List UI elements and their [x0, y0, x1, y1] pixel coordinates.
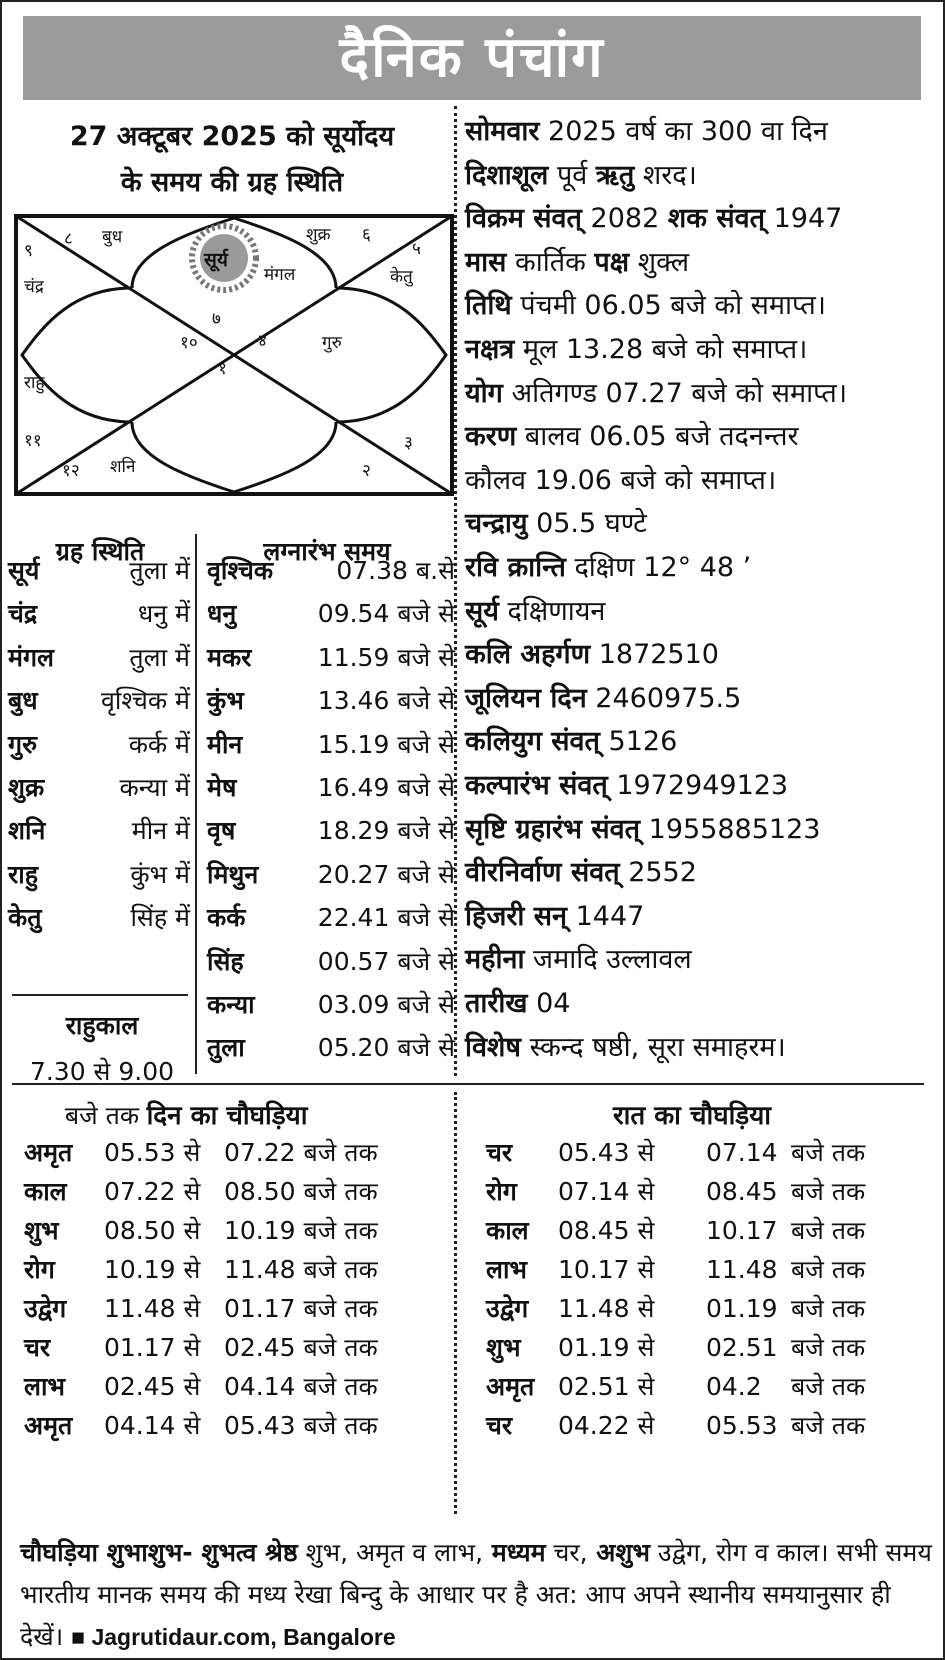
info-label: सूर्य: [465, 595, 499, 627]
choghadiya-start: 05.53 से: [104, 1138, 201, 1167]
choghadiya-end: 11.48: [706, 1255, 778, 1284]
info-value-2: शरद।: [634, 159, 697, 191]
info-row: [465, 589, 605, 635]
info-value: स्कन्द षष्ठी, सूरा समाहरम।: [520, 1031, 786, 1063]
footer-text-3: उद्वेग, रोग व काल। सभी समय भारतीय मानक समय की मध्य रेखा बिन्दु के आधार पर है अत: आप अपने स्थानीय समयानुसार ही देखें।: [20, 1538, 932, 1651]
choghadiya-start: 08.50 से: [104, 1216, 201, 1245]
choghadiya-name: रोग: [486, 1177, 517, 1206]
lagna-time: 13.46 बजे से: [317, 686, 455, 716]
graha-rashi: तुला में: [129, 556, 190, 585]
info-row: [465, 458, 776, 504]
planet-guru: गुरु: [322, 333, 342, 353]
choghadiya-name: काल: [24, 1177, 67, 1206]
house-12: १२: [62, 461, 80, 481]
chart-heading: [12, 114, 452, 206]
info-label-2: पक्ष: [594, 246, 630, 278]
choghadiya-name: चर: [486, 1138, 513, 1167]
planet-rahu: राहु: [24, 373, 45, 393]
choghadiya-name: लाभ: [486, 1255, 528, 1284]
choghadiya-suffix: बजे तक: [791, 1177, 866, 1206]
graha-row: [8, 635, 192, 681]
info-label: दिशाशूल: [465, 159, 549, 191]
graha-rashi: कुंभ में: [130, 859, 190, 889]
choghadiya-suffix: बजे तक: [791, 1216, 866, 1245]
night-choghadiya-row: [486, 1366, 926, 1407]
lagna-row: [207, 722, 455, 768]
lagna-row: [207, 939, 455, 985]
info-label: नक्षत्र: [465, 334, 515, 365]
planet-budh: बुध: [102, 227, 123, 247]
house-7: ७: [212, 309, 221, 329]
choghadiya-end: 08.45: [706, 1177, 778, 1206]
lagna-row: [207, 548, 455, 594]
choghadiya-suffix: बजे तक: [791, 1372, 866, 1401]
lagna-time: 20.27 बजे से: [317, 859, 455, 889]
lagna-sign: धनु: [207, 599, 237, 629]
info-label: योग: [465, 377, 503, 409]
planet-chandra: चंद्र: [24, 277, 44, 297]
lagna-row: [207, 808, 455, 854]
lagna-row: [207, 852, 455, 898]
info-row: [465, 981, 570, 1027]
graha-rashi: कन्या में: [119, 773, 190, 802]
source-credit: ■ Jagrutidaur.com, Bangalore: [71, 1624, 396, 1650]
rahukaal-heading: राहुकाल: [65, 1011, 139, 1040]
house-11: ११: [24, 431, 42, 451]
lagna-sign: कुंभ: [207, 686, 244, 716]
kundli-chart: [14, 214, 454, 496]
lagna-row: [207, 895, 455, 941]
info-label: जूलियन दिन: [465, 682, 587, 714]
choghadiya-name: चर: [486, 1411, 513, 1440]
info-label: करण: [465, 421, 517, 453]
info-label: सोमवार: [465, 116, 540, 147]
graha-rashi: कर्क में: [128, 729, 190, 759]
info-label: महीना: [465, 944, 525, 976]
choghadiya-suffix: बजे तक: [791, 1333, 866, 1362]
info-value-2: शुक्ल: [629, 246, 690, 278]
day-choghadiya-row: [24, 1132, 444, 1173]
choghadiya-start: 02.51 से: [558, 1372, 655, 1401]
footer-bold-4: अशुभ: [587, 1538, 650, 1567]
planet-ketu: केतु: [390, 267, 413, 287]
info-label: मास: [465, 246, 507, 278]
info-row: [465, 371, 847, 417]
choghadiya-end: 04.2: [706, 1372, 762, 1401]
info-value: अतिगण्ड 07.27 बजे को समाप्त।: [502, 377, 848, 409]
rahukaal-line2: बजे तक: [64, 1101, 140, 1130]
lagna-sign: तुला: [207, 1033, 245, 1063]
choghadiya-end: 10.17: [706, 1216, 778, 1245]
footer-bold-2: शुभत्व श्रेष्ठ: [192, 1538, 298, 1567]
info-value: दक्षिण 12° 48 ’: [565, 552, 752, 583]
lagna-time: 18.29 बजे से: [317, 816, 455, 846]
choghadiya-start: 04.22 से: [558, 1411, 655, 1440]
chart-heading-line1: 27 अक्टूबर 2025 को सूर्योदय: [69, 121, 395, 152]
day-choghadiya-row: [24, 1405, 444, 1446]
info-value: कौलव 19.06 बजे को समाप्त।: [465, 464, 777, 496]
info-value: जमादि उल्लावल: [524, 944, 692, 976]
info-label: कल्पारंभ संवत्: [465, 770, 608, 801]
night-choghadiya-row: [486, 1210, 926, 1251]
info-label: विक्रम संवत्: [465, 203, 582, 235]
info-value: 5126: [599, 726, 678, 758]
graha-rashi: तुला में: [129, 642, 190, 672]
info-row: [465, 763, 788, 809]
graha-rashi: मीन में: [131, 816, 190, 846]
graha-row: [8, 765, 192, 811]
kundli-lotus-right: [336, 288, 446, 422]
chart-heading-line2: के समय की ग्रह स्थिति: [120, 167, 344, 198]
choghadiya-end: 07.22 बजे तक: [224, 1138, 378, 1167]
info-value: 2460975.5: [586, 682, 742, 714]
graha-row: [8, 722, 192, 768]
planet-mangal: मंगल: [264, 265, 296, 285]
house-4: ४: [258, 331, 267, 351]
lagna-sign: मेष: [207, 773, 237, 802]
choghadiya-suffix: बजे तक: [791, 1138, 866, 1167]
info-row: [465, 632, 719, 678]
info-row: [465, 937, 692, 983]
info-value: मूल 13.28 बजे को समाप्त।: [514, 334, 808, 365]
info-label: कलियुग संवत्: [465, 726, 600, 758]
choghadiya-start: 04.14 से: [104, 1411, 201, 1440]
choghadiya-start: 11.48 से: [104, 1294, 201, 1323]
choghadiya-name: अमृत: [486, 1372, 535, 1401]
choghadiya-end: 02.51: [706, 1333, 778, 1362]
info-label: चन्द्रायु: [465, 508, 528, 540]
info-row: [465, 501, 647, 547]
kundli-lotus-left: [22, 288, 132, 422]
info-row: [465, 1025, 786, 1071]
info-label: कलि अहर्गण: [465, 639, 591, 671]
lagna-sign: मकर: [207, 642, 252, 672]
info-value: बालव 06.05 बजे तदनन्तर: [516, 421, 799, 453]
lagna-sign: कन्या: [207, 990, 255, 1019]
lagna-row: [207, 1025, 455, 1071]
night-choghadiya-row: [486, 1327, 926, 1368]
lagna-sign: कर्क: [207, 903, 246, 933]
info-label: विशेष: [465, 1031, 521, 1063]
info-row: [465, 807, 820, 853]
graha-planet: चंद्र: [8, 599, 38, 629]
choghadiya-start: 08.45 से: [558, 1216, 655, 1245]
lagna-time: 22.41 बजे से: [317, 903, 455, 933]
info-row: [465, 414, 799, 460]
choghadiya-name: उद्वेग: [24, 1294, 67, 1323]
footer-bold-1: चौघड़िया शुभाशुभ-: [20, 1538, 193, 1567]
planet-surya: सूर्य: [204, 249, 228, 271]
lagna-row: [207, 591, 455, 637]
choghadiya-end: 01.17 बजे तक: [224, 1294, 378, 1323]
choghadiya-start: 10.17 से: [558, 1255, 655, 1284]
info-row: [465, 109, 828, 155]
info-label: तिथि: [465, 290, 512, 322]
footer-bold-3: मध्यम: [483, 1538, 546, 1567]
graha-lagna-divider: [195, 534, 197, 1074]
day-choghadiya-row: [24, 1210, 444, 1251]
graha-planet: सूर्य: [8, 556, 40, 585]
info-label: हिजरी सन्: [465, 900, 568, 932]
choghadiya-name: रोग: [24, 1255, 55, 1284]
lagna-heading: लग्नारंभ समय: [263, 537, 391, 566]
info-row: [465, 327, 807, 373]
graha-row: [8, 591, 192, 637]
lagna-time: 09.54 बजे से: [317, 599, 455, 629]
choghadiya-start: 07.14 से: [558, 1177, 655, 1206]
info-row: [465, 153, 697, 199]
choghadiya-end: 05.43 बजे तक: [224, 1411, 378, 1440]
choghadiya-end: 02.45 बजे तक: [224, 1333, 378, 1362]
graha-rashi: धनु में: [137, 599, 190, 629]
choghadiya-suffix: बजे तक: [791, 1294, 866, 1323]
choghadiya-start: 01.19 से: [558, 1333, 655, 1362]
choghadiya-end: 08.50 बजे तक: [224, 1177, 378, 1206]
lagna-sign: वृष: [207, 816, 236, 846]
lagna-time: 05.20 बजे से: [317, 1033, 455, 1063]
graha-rashi: सिंह में: [130, 903, 190, 933]
lagna-row: [207, 765, 455, 811]
info-value: 1955885123: [640, 813, 821, 845]
info-value: 1872510: [590, 639, 719, 671]
graha-row: [8, 548, 192, 594]
house-8: ८: [64, 229, 73, 249]
info-value: 2082: [581, 203, 668, 235]
lagna-sign: मिथुन: [207, 859, 259, 889]
graha-planet: केतु: [8, 903, 42, 933]
planet-shukra: शुक्र: [306, 225, 331, 245]
night-choghadiya-row: [486, 1405, 926, 1446]
night-choghadiya-heading: रात का चौघड़िया: [612, 1101, 772, 1131]
choghadiya-name: अमृत: [24, 1138, 73, 1167]
info-row: [465, 719, 677, 765]
graha-planet: गुरु: [8, 729, 38, 759]
graha-planet: मंगल: [8, 642, 54, 672]
night-choghadiya-row: [486, 1171, 926, 1212]
graha-row: [8, 852, 192, 898]
night-choghadiya-row: [486, 1249, 926, 1290]
choghadiya-name: शुभ: [24, 1216, 59, 1245]
planet-shani: शनि: [110, 457, 136, 477]
day-choghadiya-row: [24, 1249, 444, 1290]
choghadiya-end: 01.19: [706, 1294, 778, 1323]
day-choghadiya-row: [24, 1288, 444, 1329]
house-3: ३: [404, 433, 413, 453]
choghadiya-end: 07.14: [706, 1138, 778, 1167]
choghadiya-name: अमृत: [24, 1411, 73, 1440]
graha-rahukaal-divider: [12, 994, 188, 996]
rahukaal-line1: 7.30 से 9.00: [29, 1057, 175, 1086]
choghadiya-start: 10.19 से: [104, 1255, 201, 1284]
info-row: [465, 850, 697, 896]
lagna-time: 00.57 बजे से: [317, 946, 455, 976]
info-value-2: 1947: [765, 203, 843, 235]
info-value: दक्षिणायन: [498, 595, 606, 627]
choghadiya-start: 05.43 से: [558, 1138, 655, 1167]
house-6: ६: [362, 225, 371, 245]
choghadiya-name: लाभ: [24, 1372, 66, 1401]
info-value: पूर्व: [548, 159, 596, 191]
choghadiya-suffix: बजे तक: [791, 1411, 866, 1440]
lagna-sign: वृश्चिक: [207, 556, 274, 585]
info-row: [465, 196, 842, 242]
day-choghadiya-heading: दिन का चौघड़िया: [146, 1101, 308, 1131]
info-row: [465, 545, 751, 591]
choghadiya-end: 11.48 बजे तक: [224, 1255, 378, 1284]
info-value: 1972949123: [607, 770, 789, 801]
graha-heading: ग्रह स्थिति: [55, 537, 145, 566]
kundli-lotus-bottom: [132, 422, 336, 492]
lagna-row: [207, 678, 455, 724]
day-choghadiya-row: [24, 1366, 444, 1407]
info-value: 2025 वर्ष का 300 वा दिन: [539, 116, 828, 147]
info-value: पंचमी 06.05 बजे को समाप्त।: [511, 290, 826, 322]
house-9: ९: [24, 241, 33, 261]
info-row: [465, 676, 741, 722]
footer-text-1: शुभ, अमृत व लाभ,: [297, 1538, 484, 1567]
info-value: 2552: [619, 857, 697, 889]
choghadiya-suffix: बजे तक: [791, 1255, 866, 1284]
house-1: १: [218, 359, 227, 379]
night-choghadiya-row: [486, 1132, 926, 1173]
graha-planet: शुक्र: [8, 773, 45, 802]
info-value: कार्तिक: [506, 246, 595, 278]
info-value: 05.5 घण्टे: [527, 508, 647, 540]
graha-planet: बुध: [8, 686, 38, 716]
day-choghadiya-row: [24, 1171, 444, 1212]
graha-row: [8, 808, 192, 854]
choghadiya-name: काल: [486, 1216, 529, 1245]
day-choghadiya-row: [24, 1327, 444, 1368]
info-label-2: शक संवत्: [667, 203, 765, 235]
lagna-row: [207, 982, 455, 1028]
graha-row: [8, 895, 192, 941]
graha-planet: राहु: [8, 859, 38, 889]
choghadiya-name: शुभ: [486, 1333, 521, 1362]
info-value: 04: [527, 988, 571, 1019]
graha-rashi: वृश्चिक में: [101, 686, 190, 716]
choghadiya-end: 04.14 बजे तक: [224, 1372, 378, 1401]
choghadiya-end: 10.19 बजे तक: [224, 1216, 378, 1245]
lagna-sign: सिंह: [207, 946, 244, 976]
info-value: 1447: [567, 900, 645, 932]
house-2: २: [362, 461, 371, 481]
info-row: [465, 894, 644, 940]
choghadiya-name: उद्वेग: [486, 1294, 529, 1323]
info-row: [465, 240, 689, 286]
info-label: तारीख: [465, 988, 528, 1019]
graha-planet: शनि: [8, 816, 46, 846]
choghadiya-start: 01.17 से: [104, 1333, 201, 1362]
info-label-2: ऋतु: [595, 159, 635, 191]
graha-row: [8, 678, 192, 724]
info-label: सृष्टि ग्रहारंभ संवत्: [465, 813, 641, 845]
choghadiya-divider: [454, 1092, 457, 1514]
choghadiya-name: चर: [24, 1333, 51, 1362]
night-choghadiya-row: [486, 1288, 926, 1329]
page-title: दैनिक पंचांग: [23, 16, 921, 100]
house-10: १०: [180, 333, 198, 353]
choghadiya-start: 07.22 से: [104, 1177, 201, 1206]
lagna-time: 07.38 ब.से: [336, 556, 455, 585]
info-row: [465, 283, 826, 329]
house-5: ५: [412, 239, 421, 259]
lagna-time: 03.09 बजे से: [317, 990, 455, 1019]
info-label: वीरनिर्वाण संवत्: [465, 857, 620, 889]
footer-text-2: चर,: [545, 1538, 588, 1567]
choghadiya-start: 11.48 से: [558, 1294, 655, 1323]
footer-note: [20, 1532, 932, 1658]
lagna-time: 15.19 बजे से: [317, 729, 455, 759]
info-label: रवि क्रान्ति: [465, 552, 566, 583]
lagna-time: 16.49 बजे से: [317, 773, 455, 802]
choghadiya-start: 02.45 से: [104, 1372, 201, 1401]
lagna-time: 11.59 बजे से: [317, 642, 455, 672]
choghadiya-end: 05.53: [706, 1411, 778, 1440]
lagna-row: [207, 635, 455, 681]
lagna-sign: मीन: [207, 729, 243, 759]
